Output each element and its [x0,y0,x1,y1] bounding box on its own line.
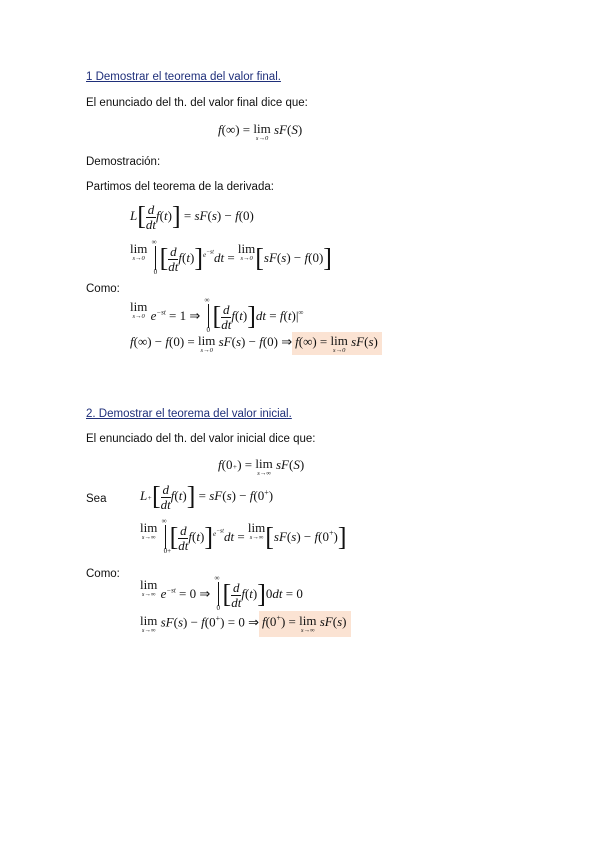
limit-integral-eq-2: lim s→∞ ∞ 0+ [ $\frac{d}{dt}$ f(t)]$^{e^{-st}}$dt = lim s→∞ [sF(s) − f(0+)] [140,517,347,555]
section1-como: Como: [86,283,120,295]
section2-como: Como: [86,568,120,580]
initial-value-highlight: f(0+) = lim s→∞ sF(s) [259,611,352,637]
limit-integral-eq-1: lim s→0 ∞ 0 [ $\frac{d}{dt}$ f(t)]$^{e^{-st}}$dt = lim s→0 [sF(s) − f(0)] [130,238,332,276]
demostracion-label: Demostración: [86,156,161,168]
section2-title: 2. Demostrar el teorema del valor inicial. [86,408,292,420]
como-eq-1: lim s→0 $e^{-st} = 1$ ⇒ ∞ 0 [ $\frac{d}{dt}$ f(t)]dt = f(t)|∞ [130,296,304,334]
como-eq-2: lim s→∞ $e^{-st} = 0$ ⇒ ∞ 0 [ $\frac{d}{dt}$ f(t)]0dt = 0 [140,574,303,612]
initial-value-result: lim s→∞ sF(s) − f(0+) = 0 ⇒ f(0+) = lim s→∞ sF(s) [140,614,351,635]
sea-label: Sea [86,493,107,505]
section2-intro: El enunciado del th. del valor inicial dice que: [86,433,316,445]
section1-title: 1 Demostrar el teorema del valor final. [86,71,281,83]
section1-intro: El enunciado del th. del valor final dice que: [86,97,308,109]
initial-value-statement: f(0+) = lim s→∞ sF(S) [218,456,305,477]
final-value-result: f(∞) − f(0) = lim s→0 sF(s) − f(0) ⇒ f(∞) = lim s→0 sF(s) [130,334,382,355]
final-value-statement: f(∞) = lim s→0 sF(S) [218,121,303,142]
derivative-theorem-eq: L[ $\frac{d}{dt}$ f(t)] = sF(s) − f(0) [130,201,254,232]
partimos-text: Partimos del teorema de la derivada: [86,181,274,193]
final-value-highlight: f(∞) = lim s→0 sF(s) [292,332,382,355]
derivative-theorem-plus-eq: L+[ $\frac{d}{dt}$ f(t)] = sF(s) − f(0+) [140,481,274,512]
